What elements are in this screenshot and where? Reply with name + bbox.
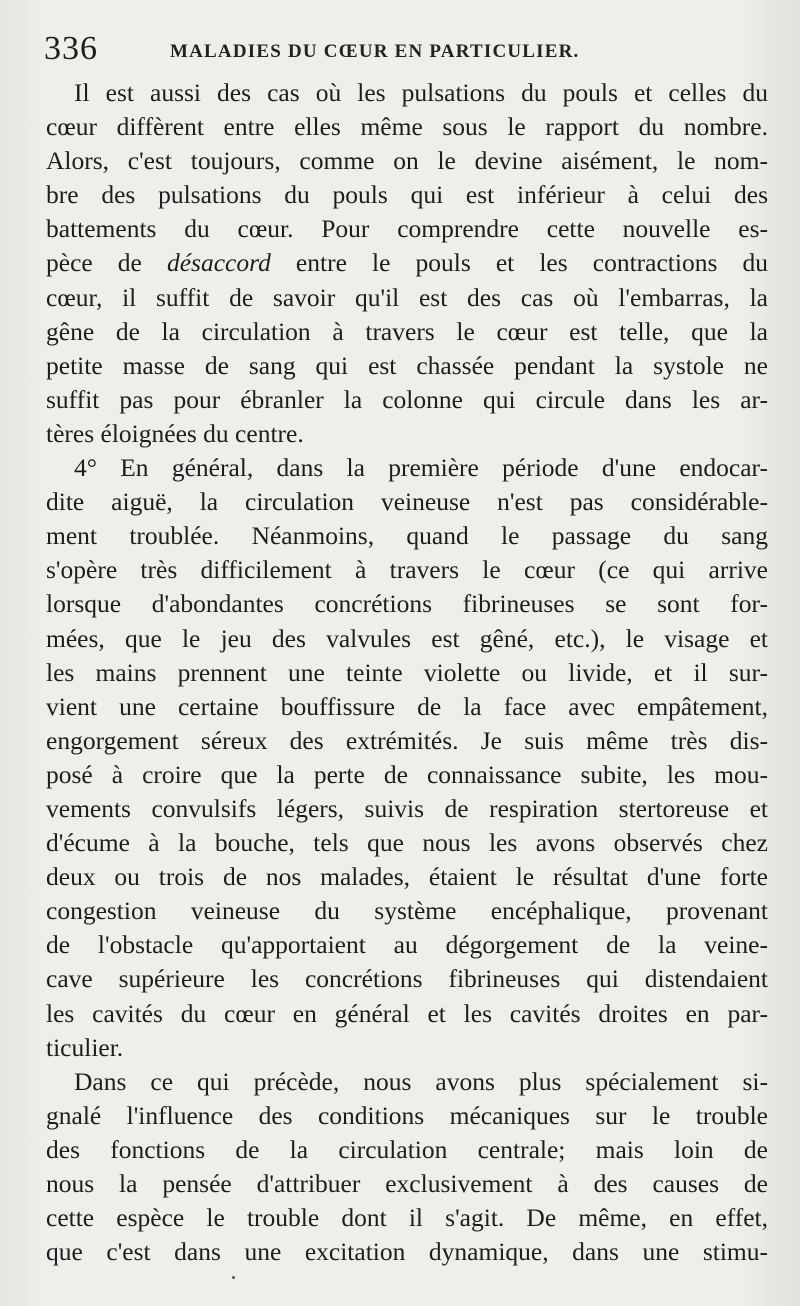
text-line: battements du cœur. Pour comprendre cette nouvelle es-: [46, 214, 768, 244]
text-line: nous la pensée d'attribuer exclusivement à des causes de: [46, 1169, 768, 1198]
running-title: MALADIES DU CŒUR EN PARTICULIER.: [170, 41, 580, 62]
text-line: Dans ce qui précède, nous avons plus spécialement si-: [74, 1066, 768, 1096]
text-line: de l'obstacle qu'apportaient au dégorgement de la veine-: [46, 930, 768, 960]
text-line: Alors, c'est toujours, comme on le devine aisément, le nom-: [46, 146, 768, 176]
text-line: bre des pulsations du pouls qui est inférieur à celui des: [46, 180, 768, 210]
text-line: les cavités du cœur en général et les cavités droites en par-: [46, 998, 768, 1028]
text-line: ment troublée. Néanmoins, quand le passage du sang: [46, 521, 768, 551]
text-line: gêne de la circulation à travers le cœur est telle, que la: [46, 316, 768, 346]
text-line: mées, que le jeu des valvules est gêné, etc.), le visage et: [46, 623, 768, 653]
paragraph-2: [46, 451, 768, 1065]
running-head: [44, 30, 784, 70]
text-line: les mains prennent une teinte violette ou livide, et il sur-: [46, 657, 768, 687]
text-line: s'opère très difficilement à travers le cœur (ce qui arrive: [46, 555, 768, 585]
text-line: vient une certaine bouffissure de la face avec empâtement,: [46, 691, 768, 721]
text-fragment: entre le pouls et les contractions du: [270, 248, 768, 278]
text-line: tères éloignées du centre.: [46, 418, 304, 448]
text-line: ticulier.: [46, 1032, 124, 1062]
text-line: deux ou trois de nos malades, étaient le résultat d'une forte: [46, 862, 768, 892]
text-line: 4° En général, dans la première période d'une endocar-: [74, 453, 768, 483]
page-number: 336: [44, 30, 98, 67]
text-line: petite masse de sang qui est chassée pendant la systole ne: [46, 350, 768, 380]
text-line: posé à croire que la perte de connaissance subite, les mou-: [46, 759, 768, 789]
text-line: d'écume à la bouche, tels que nous les avons observés chez: [46, 828, 768, 858]
paragraph-3: [46, 1065, 768, 1270]
text-line: que c'est dans une excitation dynamique, dans une stimu-: [46, 1237, 768, 1267]
ink-speck: [232, 1276, 235, 1279]
text-line: cette espèce le trouble dont il s'agit. De même, en effet,: [46, 1203, 768, 1233]
text-line: Il est aussi des cas où les pulsations du pouls et celles du: [74, 78, 768, 107]
text-line: des fonctions de la circulation centrale; mais loin de: [46, 1134, 768, 1164]
text-line: engorgement séreux des extrémités. Je suis même très dis-: [46, 725, 768, 755]
text-line: [46, 246, 768, 280]
text-line: lorsque d'abondantes concrétions fibrineuses se sont for-: [46, 589, 768, 619]
text-line: cœur diffèrent entre elles même sous le rapport du nombre.: [46, 112, 768, 142]
text-line: cave supérieure les concrétions fibrineuses qui distendaient: [46, 964, 768, 994]
text-fragment: pèce de: [46, 248, 167, 278]
text-line: suffit pas pour ébranler la colonne qui circule dans les ar-: [46, 384, 768, 414]
text-line: congestion veineuse du système encéphalique, provenant: [46, 896, 768, 926]
text-line: vements convulsifs légers, suivis de respiration stertoreuse et: [46, 793, 768, 823]
text-line: cœur, il suffit de savoir qu'il est des cas où l'embarras, la: [46, 282, 768, 312]
text-line: dite aiguë, la circulation veineuse n'est pas considérable-: [46, 487, 768, 517]
text-line: gnalé l'influence des conditions mécaniques sur le trouble: [46, 1100, 768, 1130]
italic-term: désaccord: [166, 248, 271, 278]
body-text: [46, 76, 768, 1269]
paragraph-1: [46, 76, 768, 451]
